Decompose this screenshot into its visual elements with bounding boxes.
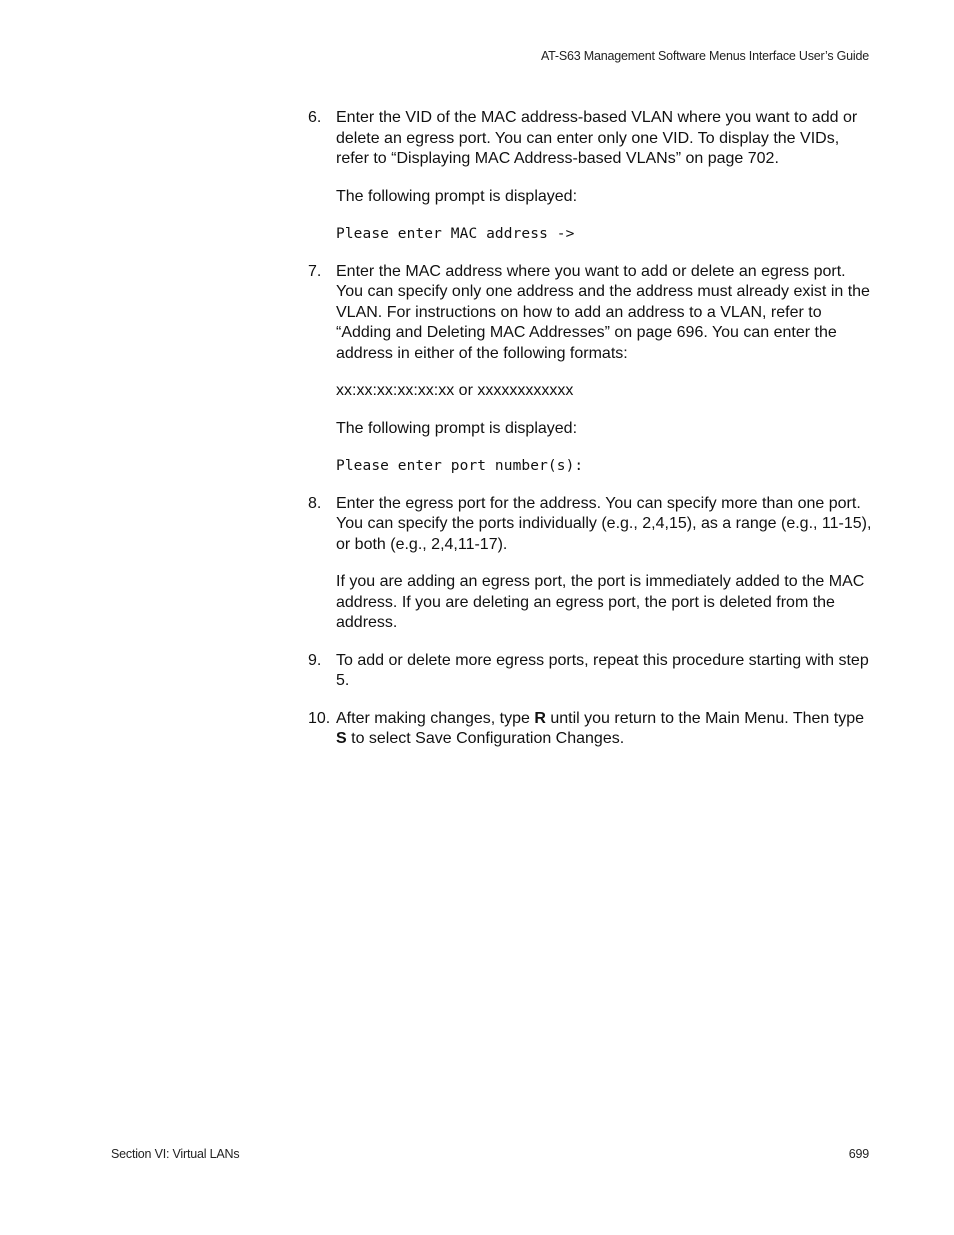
step-6 bbox=[308, 108, 873, 170]
step-7 bbox=[308, 262, 873, 365]
step-number: 7. bbox=[308, 262, 322, 280]
step-8 bbox=[308, 494, 873, 556]
step-body: Enter the egress port for the address. You can specify more than one port. You can specify the ports individually (e.g., 2,4,15), as a range (e.g., 11-15), or both (e.g., 2,4,11-17). bbox=[336, 494, 872, 553]
cli-prompt: Please enter port number(s): bbox=[336, 458, 584, 474]
step-note: If you are adding an egress port, the port is immediately added to the MAC address. If you are deleting an egress port, the port is deleted from the address. bbox=[336, 573, 865, 631]
prompt-intro: The following prompt is displayed: bbox=[336, 419, 578, 437]
step-body: Enter the MAC address where you want to add or delete an egress port. You can specify only one address and the address must already exist in the VLAN. For instructions on how to add an address to a VLAN, refer to “Adding and Deleting MAC Addresses” on page 696. You can enter the address in either of the following formats: bbox=[336, 262, 870, 362]
step-number: 8. bbox=[308, 494, 322, 512]
step-number: 10. bbox=[308, 709, 331, 727]
step-body bbox=[336, 709, 873, 750]
step-number: 6. bbox=[308, 109, 322, 126]
step-10 bbox=[308, 709, 873, 750]
procedure-steps bbox=[308, 108, 873, 767]
step-body: Enter the VID of the MAC address-based VLAN where you want to add or delete an egress port. You can enter only one VID. To display the VIDs, refer to “Displaying MAC Address-based VLANs” on page 702. bbox=[336, 109, 858, 167]
cli-prompt: Please enter MAC address -> bbox=[336, 226, 575, 242]
step-body: To add or delete more egress ports, repeat this procedure starting with step 5. bbox=[336, 651, 869, 689]
prompt-intro: The following prompt is displayed: bbox=[336, 187, 578, 205]
mac-format: xx:xx:xx:xx:xx:xx or xxxxxxxxxxxx bbox=[336, 382, 574, 399]
step-number: 9. bbox=[308, 651, 322, 669]
running-header: AT-S63 Management Software Menus Interface User’s Guide bbox=[540, 49, 869, 63]
step-text: After making changes, type bbox=[336, 709, 535, 727]
footer-section: Section VI: Virtual LANs bbox=[111, 1147, 240, 1161]
step-text: until you return to the Main Menu. Then type bbox=[545, 709, 864, 727]
step-9 bbox=[308, 651, 873, 692]
page-number: 699 bbox=[848, 1147, 869, 1161]
step-text: to select Save Configuration Changes. bbox=[346, 730, 625, 747]
key-r: R bbox=[534, 709, 546, 727]
key-s: S bbox=[336, 730, 347, 747]
